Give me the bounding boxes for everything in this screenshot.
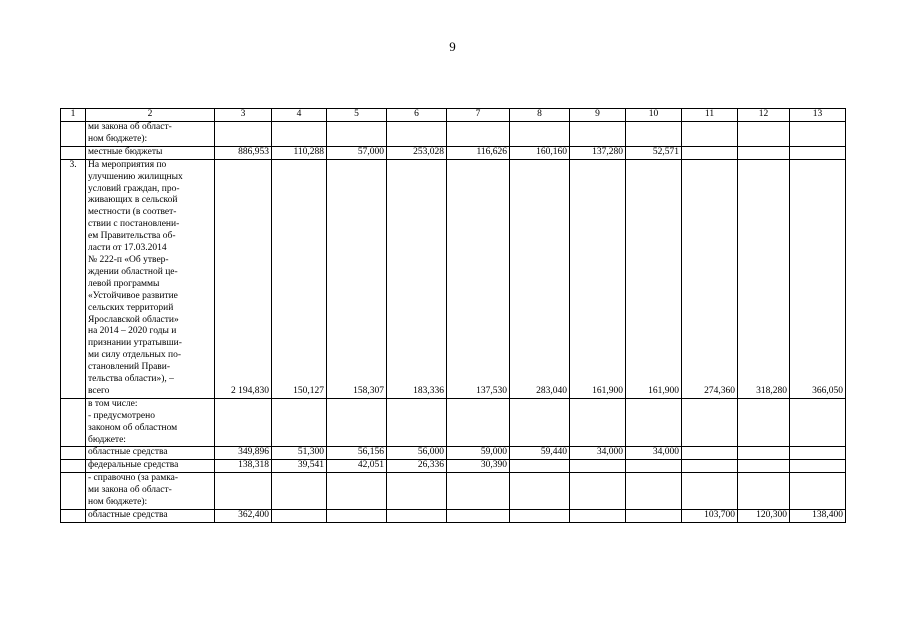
value-cell (738, 398, 790, 447)
value-cell (738, 447, 790, 460)
value-cell (447, 473, 510, 510)
value-cell: 110,288 (272, 146, 327, 159)
value-cell (510, 122, 570, 147)
value-cell: 161,900 (570, 159, 626, 398)
value-cell (447, 122, 510, 147)
value-cell: 137,530 (447, 159, 510, 398)
value-cell (790, 146, 846, 159)
value-cell (272, 122, 327, 147)
value-cell (510, 510, 570, 523)
value-cell: 366,050 (790, 159, 846, 398)
value-cell: 161,900 (626, 159, 682, 398)
value-cell (626, 460, 682, 473)
value-cell (327, 473, 387, 510)
column-header: 1 (61, 109, 86, 122)
value-cell (387, 398, 447, 447)
value-cell: 150,127 (272, 159, 327, 398)
value-cell (510, 473, 570, 510)
value-cell: 56,000 (387, 447, 447, 460)
page-number: 9 (449, 39, 456, 54)
value-cell (682, 398, 738, 447)
row-number-cell (61, 122, 86, 147)
value-cell (790, 473, 846, 510)
row-number-cell (61, 447, 86, 460)
value-cell: 30,390 (447, 460, 510, 473)
value-cell: 34,000 (626, 447, 682, 460)
value-cell: 158,307 (327, 159, 387, 398)
column-header: 9 (570, 109, 626, 122)
value-cell (387, 122, 447, 147)
value-cell (215, 473, 272, 510)
value-cell (327, 122, 387, 147)
value-cell (626, 510, 682, 523)
row-number-cell (61, 460, 86, 473)
value-cell (570, 460, 626, 473)
value-cell (682, 473, 738, 510)
value-cell (570, 510, 626, 523)
row-name-cell: - справочно (за рамка- ми закона об област- ном бюджете): (86, 473, 215, 510)
value-cell (790, 460, 846, 473)
value-cell (626, 122, 682, 147)
value-cell: 59,000 (447, 447, 510, 460)
value-cell (215, 398, 272, 447)
table-row (61, 146, 846, 159)
table-header-row (61, 109, 846, 122)
table-body (61, 109, 846, 523)
value-cell (447, 398, 510, 447)
value-cell (387, 510, 447, 523)
value-cell: 2 194,830 (215, 159, 272, 398)
value-cell: 183,336 (387, 159, 447, 398)
value-cell: 274,360 (682, 159, 738, 398)
value-cell (272, 398, 327, 447)
table-row (61, 447, 846, 460)
value-cell: 138,318 (215, 460, 272, 473)
value-cell: 52,571 (626, 146, 682, 159)
row-name-cell: областные средства (86, 510, 215, 523)
row-name-cell: в том числе: - предусмотрено законом об областном бюджете: (86, 398, 215, 447)
value-cell (682, 122, 738, 147)
value-cell (682, 460, 738, 473)
value-cell (626, 398, 682, 447)
column-header: 7 (447, 109, 510, 122)
row-number-cell (61, 473, 86, 510)
value-cell: 120,300 (738, 510, 790, 523)
value-cell (790, 122, 846, 147)
value-cell (738, 146, 790, 159)
value-cell (790, 447, 846, 460)
value-cell (626, 473, 682, 510)
value-cell: 51,300 (272, 447, 327, 460)
value-cell (570, 398, 626, 447)
row-number-cell (61, 398, 86, 447)
column-header: 11 (682, 109, 738, 122)
value-cell (738, 460, 790, 473)
value-cell: 137,280 (570, 146, 626, 159)
value-cell (510, 460, 570, 473)
column-header: 5 (327, 109, 387, 122)
value-cell (738, 122, 790, 147)
row-name-cell: На мероприятия по улучшению жилищных условий граждан, про- живающих в сельской местности (в соответ- ствии с постановлени- ем Правительства об- ласти от 17.03.2014 № 222-п «Об утвер- ждении областной це- левой программы «Устойчивое развитие сельских территорий Ярославской области» на 2014 – 2020 годы и признании утратывши- ми силу отдельных по- становлений Прави- тельства области»), – всего (86, 159, 215, 398)
value-cell (387, 473, 447, 510)
value-cell (682, 447, 738, 460)
value-cell (570, 473, 626, 510)
budget-table (60, 108, 846, 523)
value-cell: 56,156 (327, 447, 387, 460)
value-cell: 59,440 (510, 447, 570, 460)
value-cell: 362,400 (215, 510, 272, 523)
value-cell: 886,953 (215, 146, 272, 159)
column-header: 6 (387, 109, 447, 122)
value-cell (790, 398, 846, 447)
value-cell: 138,400 (790, 510, 846, 523)
column-header: 3 (215, 109, 272, 122)
column-header: 8 (510, 109, 570, 122)
table-row (61, 510, 846, 523)
row-number-cell (61, 510, 86, 523)
value-cell (327, 398, 387, 447)
value-cell (272, 510, 327, 523)
value-cell: 160,160 (510, 146, 570, 159)
row-number-cell (61, 146, 86, 159)
value-cell: 42,051 (327, 460, 387, 473)
value-cell (570, 122, 626, 147)
column-header: 13 (790, 109, 846, 122)
row-name-cell: ми закона об област- ном бюджете): (86, 122, 215, 147)
table-row (61, 122, 846, 147)
column-header: 12 (738, 109, 790, 122)
row-name-cell: федеральные средства (86, 460, 215, 473)
value-cell: 39,541 (272, 460, 327, 473)
table-row (61, 473, 846, 510)
table-row (61, 460, 846, 473)
value-cell: 34,000 (570, 447, 626, 460)
table-row (61, 398, 846, 447)
value-cell (682, 146, 738, 159)
value-cell: 253,028 (387, 146, 447, 159)
value-cell: 318,280 (738, 159, 790, 398)
value-cell (510, 398, 570, 447)
value-cell: 26,336 (387, 460, 447, 473)
table-row (61, 159, 846, 398)
row-name-cell: местные бюджеты (86, 146, 215, 159)
value-cell (327, 510, 387, 523)
value-cell (738, 473, 790, 510)
value-cell: 349,896 (215, 447, 272, 460)
column-header: 4 (272, 109, 327, 122)
value-cell (447, 510, 510, 523)
row-name-cell: областные средства (86, 447, 215, 460)
value-cell (215, 122, 272, 147)
value-cell: 283,040 (510, 159, 570, 398)
column-header: 10 (626, 109, 682, 122)
value-cell: 103,700 (682, 510, 738, 523)
value-cell: 57,000 (327, 146, 387, 159)
row-number-cell: 3. (61, 159, 86, 398)
value-cell: 116,626 (447, 146, 510, 159)
value-cell (272, 473, 327, 510)
column-header: 2 (86, 109, 215, 122)
